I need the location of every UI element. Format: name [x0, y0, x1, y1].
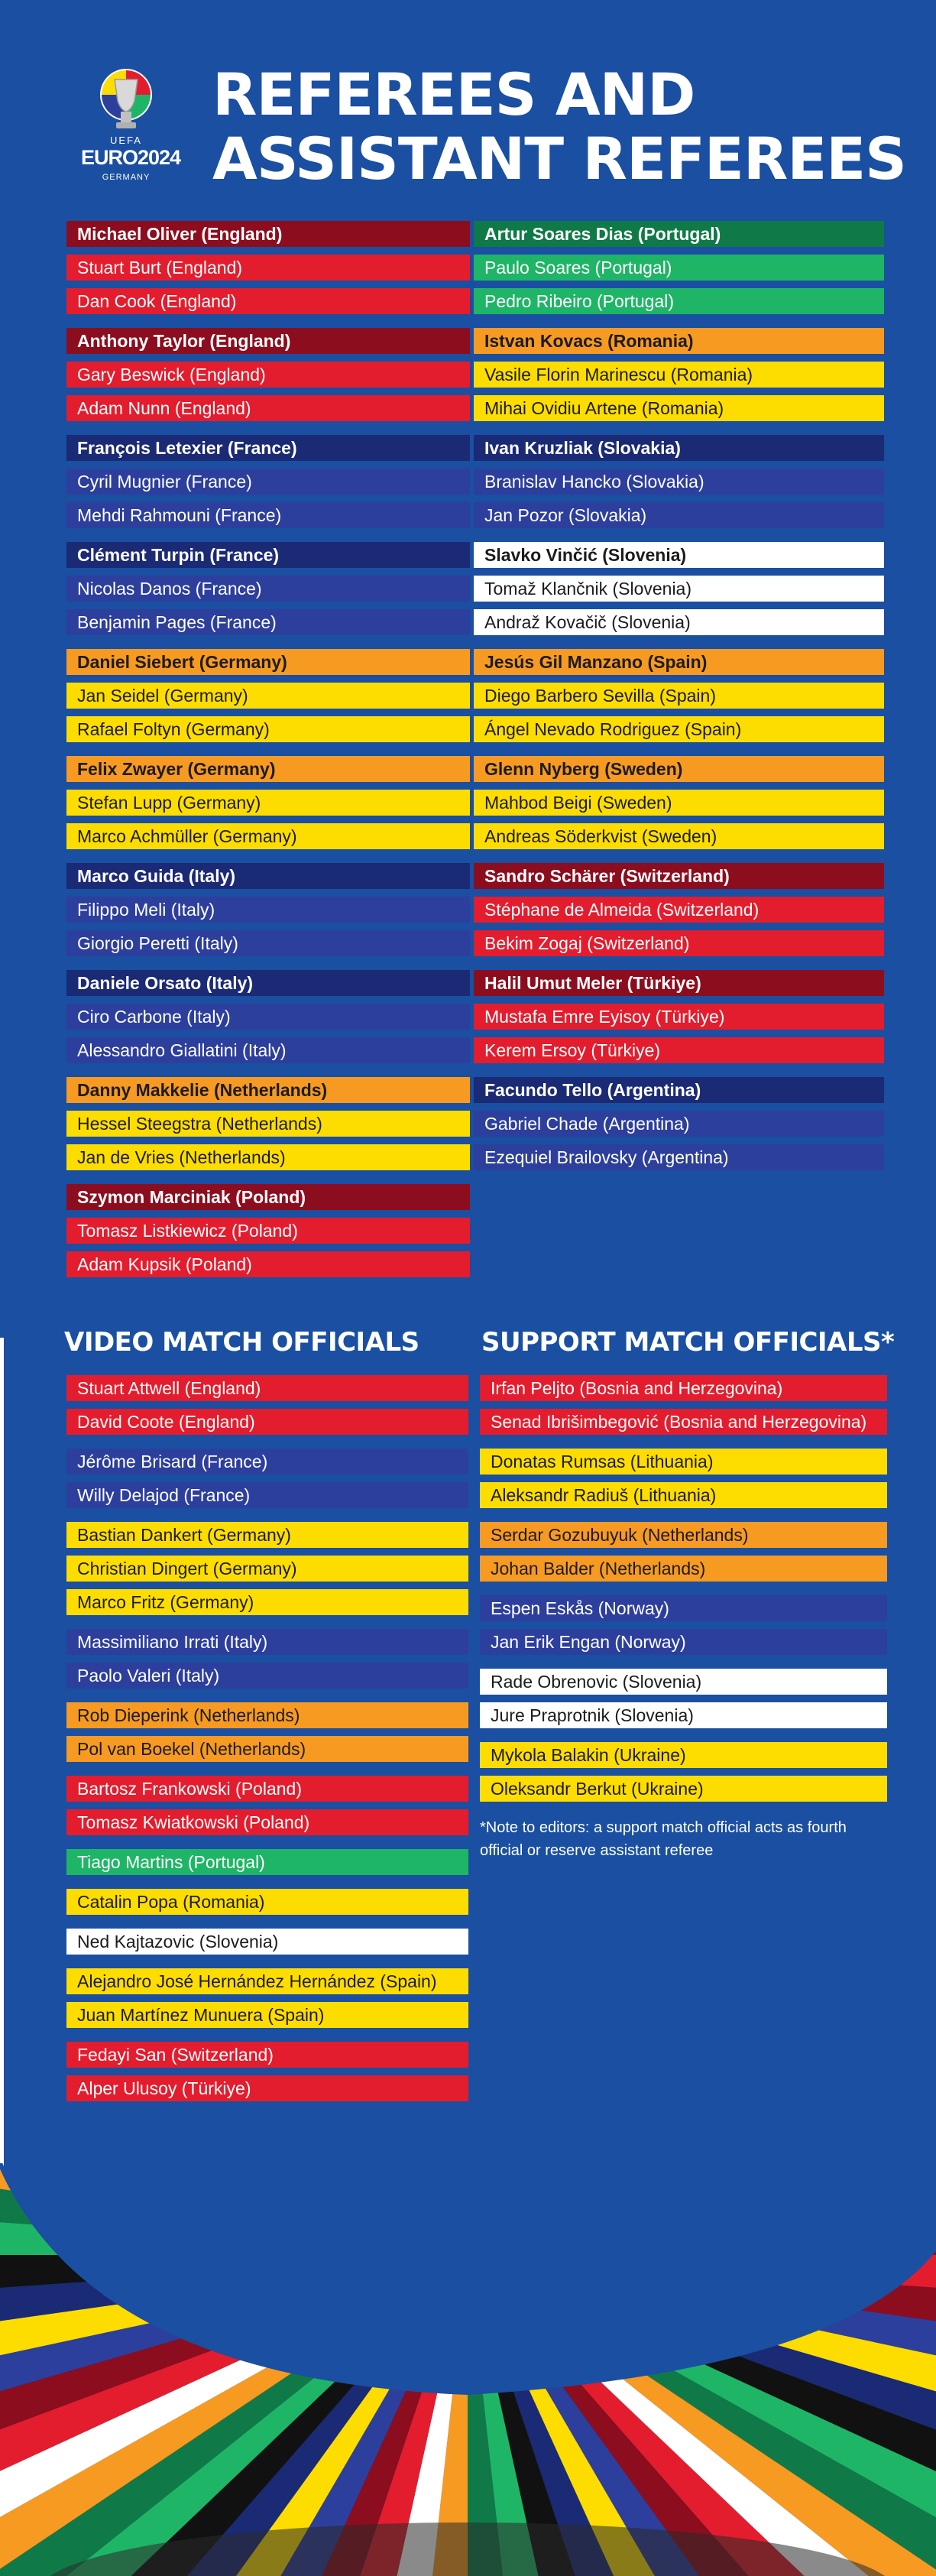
support-official-mykola-balakin-ukraine: Mykola Balakin (Ukraine) [480, 1742, 887, 1768]
stadium-stripe [468, 2163, 936, 2255]
video-section-title: VIDEO MATCH OFFICIALS [64, 1327, 419, 1358]
assistant-referee-adam-kupsik-poland: Adam Kupsik (Poland) [66, 1251, 470, 1277]
assistant-referee-mustafa-emre-eyisoy-turkiye: Mustafa Emre Eyisoy (Türkiye) [474, 1004, 884, 1030]
assistant-referee-mahbod-beigi-sweden: Mahbod Beigi (Sweden) [474, 790, 884, 816]
video-official-paolo-valeri-italy: Paolo Valeri (Italy) [66, 1663, 468, 1689]
assistant-referee-gabriel-chade-argentina: Gabriel Chade (Argentina) [474, 1111, 884, 1137]
assistant-referee-benjamin-pages-france: Benjamin Pages (France) [66, 609, 470, 635]
referee-francois-letexier-france: François Letexier (France) [66, 435, 470, 461]
stadium-stripe [468, 2163, 561, 2255]
assistant-referee-pedro-ribeiro-portugal: Pedro Ribeiro (Portugal) [474, 288, 884, 314]
video-official-massimiliano-irrati-italy: Massimiliano Irrati (Italy) [66, 1629, 468, 1655]
support-official-jan-erik-engan-norway: Jan Erik Engan (Norway) [480, 1629, 887, 1655]
assistant-referee-stuart-burt-england: Stuart Burt (England) [66, 255, 470, 281]
referee-marco-guida-italy: Marco Guida (Italy) [66, 863, 470, 889]
assistant-referee-stephane-de-almeida-switzerland: Stéphane de Almeida (Switzerland) [474, 897, 884, 923]
assistant-referee-filippo-meli-italy: Filippo Meli (Italy) [66, 897, 470, 923]
stadium-stripe [468, 2180, 936, 2255]
video-official-tomasz-kwiatkowski-poland: Tomasz Kwiatkowski (Poland) [66, 1809, 468, 1835]
assistant-referee-diego-barbero-sevilla-spain: Diego Barbero Sevilla (Spain) [474, 683, 884, 709]
referee-artur-soares-dias-portugal: Artur Soares Dias (Portugal) [474, 221, 884, 247]
assistant-referee-hessel-steegstra-netherlands: Hessel Steegstra (Netherlands) [66, 1111, 470, 1137]
stadium-decoration [0, 2163, 936, 2576]
stadium-stripe [468, 2163, 936, 2255]
stadium-stripe [0, 2163, 468, 2255]
support-note: *Note to editors: a support match official acts as fourth official or reserve assistant referee [480, 1819, 847, 1859]
video-official-alper-ulusoy-turkiye: Alper Ulusoy (Türkiye) [66, 2075, 468, 2101]
video-official-catalin-popa-romania: Catalin Popa (Romania) [66, 1889, 468, 1915]
stadium-stripe [468, 2163, 936, 2255]
video-official-bastian-dankert-germany: Bastian Dankert (Germany) [66, 1522, 468, 1548]
stadium-stripe [0, 2163, 468, 2255]
stadium-stripe [0, 2163, 468, 2255]
stadium-stripe [0, 2163, 468, 2255]
assistant-referee-ciro-carbone-italy: Ciro Carbone (Italy) [66, 1004, 470, 1030]
support-section-title: SUPPORT MATCH OFFICIALS* [481, 1327, 895, 1358]
assistant-referee-adam-nunn-england: Adam Nunn (England) [66, 395, 470, 421]
referee-glenn-nyberg-sweden: Glenn Nyberg (Sweden) [474, 756, 884, 782]
page-title [212, 60, 906, 193]
assistant-referee-mehdi-rahmouni-france: Mehdi Rahmouni (France) [66, 502, 470, 528]
referee-szymon-marciniak-poland: Szymon Marciniak (Poland) [66, 1184, 470, 1210]
assistant-referee-tomaz-klancnik-slovenia: Tomaž Klančnik (Slovenia) [474, 576, 884, 602]
referee-sandro-scharer-switzerland: Sandro Schärer (Switzerland) [474, 863, 884, 889]
referee-istvan-kovacs-romania: Istvan Kovacs (Romania) [474, 328, 884, 354]
logo-host-text: GERMANY [102, 173, 151, 182]
assistant-referee-andreas-soderkvist-sweden: Andreas Söderkvist (Sweden) [474, 823, 884, 849]
referee-clement-turpin-france: Clément Turpin (France) [66, 542, 470, 568]
stadium-stripe [0, 2163, 468, 2255]
assistant-referee-cyril-mugnier-france: Cyril Mugnier (France) [66, 469, 470, 495]
video-official-stuart-attwell-england: Stuart Attwell (England) [66, 1375, 468, 1401]
stadium-stripe [374, 2163, 468, 2255]
video-official-ned-kajtazovic-slovenia: Ned Kajtazovic (Slovenia) [66, 1929, 468, 1955]
video-official-christian-dingert-germany: Christian Dingert (Germany) [66, 1556, 468, 1582]
assistant-referee-kerem-ersoy-turkiye: Kerem Ersoy (Türkiye) [474, 1037, 884, 1063]
stadium-stripe [468, 2163, 653, 2255]
assistant-referee-mihai-ovidiu-artene-romania: Mihai Ovidiu Artene (Romania) [474, 395, 884, 421]
video-official-marco-fritz-germany: Marco Fritz (Germany) [66, 1589, 468, 1615]
assistant-referee-jan-de-vries-netherlands: Jan de Vries (Netherlands) [66, 1144, 470, 1170]
assistant-referee-alessandro-giallatini-italy: Alessandro Giallatini (Italy) [66, 1037, 470, 1063]
assistant-referee-branislav-hancko-slovakia: Branislav Hancko (Slovakia) [474, 469, 884, 495]
assistant-referee-paulo-soares-portugal: Paulo Soares (Portugal) [474, 255, 884, 281]
stadium-stripe [0, 2163, 468, 2255]
referee-michael-oliver-england: Michael Oliver (England) [66, 221, 470, 247]
title-line-1: REFEREES AND [212, 60, 695, 128]
logo-uefa-text: UEFA [110, 135, 142, 146]
video-official-juan-martinez-munuera-spain: Juan Martínez Munuera (Spain) [66, 2002, 468, 2028]
video-official-bartosz-frankowski-poland: Bartosz Frankowski (Poland) [66, 1776, 468, 1802]
referee-danny-makkelie-netherlands: Danny Makkelie (Netherlands) [66, 1077, 470, 1103]
assistant-referee-gary-beswick-england: Gary Beswick (England) [66, 362, 470, 388]
stadium-stripe [0, 2163, 468, 2255]
assistant-referee-ezequiel-brailovsky-argentina: Ezequiel Brailovsky (Argentina) [474, 1144, 884, 1170]
assistant-referee-giorgio-peretti-italy: Giorgio Peretti (Italy) [66, 930, 470, 956]
title-line-2: ASSISTANT REFEREES [212, 125, 906, 193]
assistant-referee-angel-nevado-rodriguez-spain: Ángel Nevado Rodriguez (Spain) [474, 716, 884, 742]
referee-slavko-vincic-slovenia: Slavko Vinčić (Slovenia) [474, 542, 884, 568]
video-official-david-coote-england: David Coote (England) [66, 1409, 468, 1435]
assistant-referee-tomasz-listkiewicz-poland: Tomasz Listkiewicz (Poland) [66, 1218, 470, 1244]
referee-ivan-kruzliak-slovakia: Ivan Kruzliak (Slovakia) [474, 435, 884, 461]
euro2024-logo [81, 67, 181, 190]
referee-jesus-gil-manzano-spain: Jesús Gil Manzano (Spain) [474, 649, 884, 675]
referee-daniel-siebert-germany: Daniel Siebert (Germany) [66, 649, 470, 675]
video-official-rob-dieperink-netherlands: Rob Dieperink (Netherlands) [66, 1702, 468, 1728]
stadium-stripe [282, 2163, 468, 2255]
stadium-stripe [15, 2163, 468, 2255]
assistant-referee-jan-pozor-slovakia: Jan Pozor (Slovakia) [474, 502, 884, 528]
support-official-donatas-rumsas-lithuania: Donatas Rumsas (Lithuania) [480, 1449, 887, 1475]
assistant-referee-dan-cook-england: Dan Cook (England) [66, 288, 470, 314]
stadium-stripe [468, 2163, 936, 2255]
video-official-jerome-brisard-france: Jérôme Brisard (France) [66, 1449, 468, 1475]
assistant-referee-andraz-kovacic-slovenia: Andraž Kovačič (Slovenia) [474, 609, 884, 635]
support-official-johan-balder-netherlands: Johan Balder (Netherlands) [480, 1556, 887, 1582]
stadium-stripe [0, 2163, 468, 2255]
stadium-stripe [0, 2163, 468, 2255]
assistant-referee-rafael-foltyn-germany: Rafael Foltyn (Germany) [66, 716, 470, 742]
trophy-icon [98, 67, 154, 135]
stadium-stripe [102, 2163, 468, 2255]
assistant-referee-nicolas-danos-france: Nicolas Danos (France) [66, 576, 470, 602]
stadium-stripe [468, 2163, 936, 2255]
stadium-stripe [0, 2163, 468, 2255]
stadium-stripe [468, 2163, 744, 2255]
referee-facundo-tello-argentina: Facundo Tello (Argentina) [474, 1077, 884, 1103]
support-official-serdar-gozubuyuk-netherlands: Serdar Gozubuyuk (Netherlands) [480, 1522, 887, 1548]
stadium-stripe [468, 2163, 936, 2255]
stadium-stripe [0, 2163, 468, 2255]
video-official-willy-delajod-france: Willy Delajod (France) [66, 1482, 468, 1508]
stadium-stripe [0, 2163, 468, 2255]
stadium-stripe [468, 2163, 936, 2255]
support-official-espen-eskas-norway: Espen Eskås (Norway) [480, 1595, 887, 1621]
support-official-aleksandr-radius-lithuania: Aleksandr Radiuš (Lithuania) [480, 1482, 887, 1508]
support-official-rade-obrenovic-slovenia: Rade Obrenovic (Slovenia) [480, 1669, 887, 1695]
stadium-stripe [468, 2163, 936, 2255]
referee-anthony-taylor-england: Anthony Taylor (England) [66, 328, 470, 354]
referee-halil-umut-meler-turkiye: Halil Umut Meler (Türkiye) [474, 970, 884, 996]
stadium-stripe [468, 2163, 936, 2255]
assistant-referee-jan-seidel-germany: Jan Seidel (Germany) [66, 683, 470, 709]
assistant-referee-stefan-lupp-germany: Stefan Lupp (Germany) [66, 790, 470, 816]
logo-euro-text: EURO2024 [81, 146, 181, 169]
stadium-stripe [468, 2163, 936, 2255]
support-official-jure-praprotnik-slovenia: Jure Praprotnik (Slovenia) [480, 1702, 887, 1728]
referee-daniele-orsato-italy: Daniele Orsato (Italy) [66, 970, 470, 996]
stadium-stripe [468, 2163, 920, 2255]
assistant-referee-bekim-zogaj-switzerland: Bekim Zogaj (Switzerland) [474, 930, 884, 956]
support-official-senad-ibrisimbegovic-bosnia-and-herzegovina: Senad Ibrišimbegović (Bosnia and Herzegovina) [480, 1409, 887, 1435]
stadium-stripe [0, 2180, 468, 2255]
referee-felix-zwayer-germany: Felix Zwayer (Germany) [66, 756, 470, 782]
video-official-fedayi-san-switzerland: Fedayi San (Switzerland) [66, 2042, 468, 2068]
stadium-stripe [468, 2163, 936, 2255]
stadium-stripe [468, 2163, 936, 2255]
support-official-oleksandr-berkut-ukraine: Oleksandr Berkut (Ukraine) [480, 1776, 887, 1802]
video-official-tiago-martins-portugal: Tiago Martins (Portugal) [66, 1849, 468, 1875]
assistant-referee-vasile-florin-marinescu-romania: Vasile Florin Marinescu (Romania) [474, 362, 884, 388]
stadium-stripe [191, 2163, 468, 2255]
stadium-stripe [468, 2163, 834, 2255]
assistant-referee-marco-achmuller-germany: Marco Achmüller (Germany) [66, 823, 470, 849]
video-official-alejandro-jose-hernandez-hernandez-spain: Alejandro José Hernández Hernández (Spain) [66, 1968, 468, 1994]
support-official-irfan-peljto-bosnia-and-herzegovina: Irfan Peljto (Bosnia and Herzegovina) [480, 1375, 887, 1401]
video-official-pol-van-boekel-netherlands: Pol van Boekel (Netherlands) [66, 1736, 468, 1762]
